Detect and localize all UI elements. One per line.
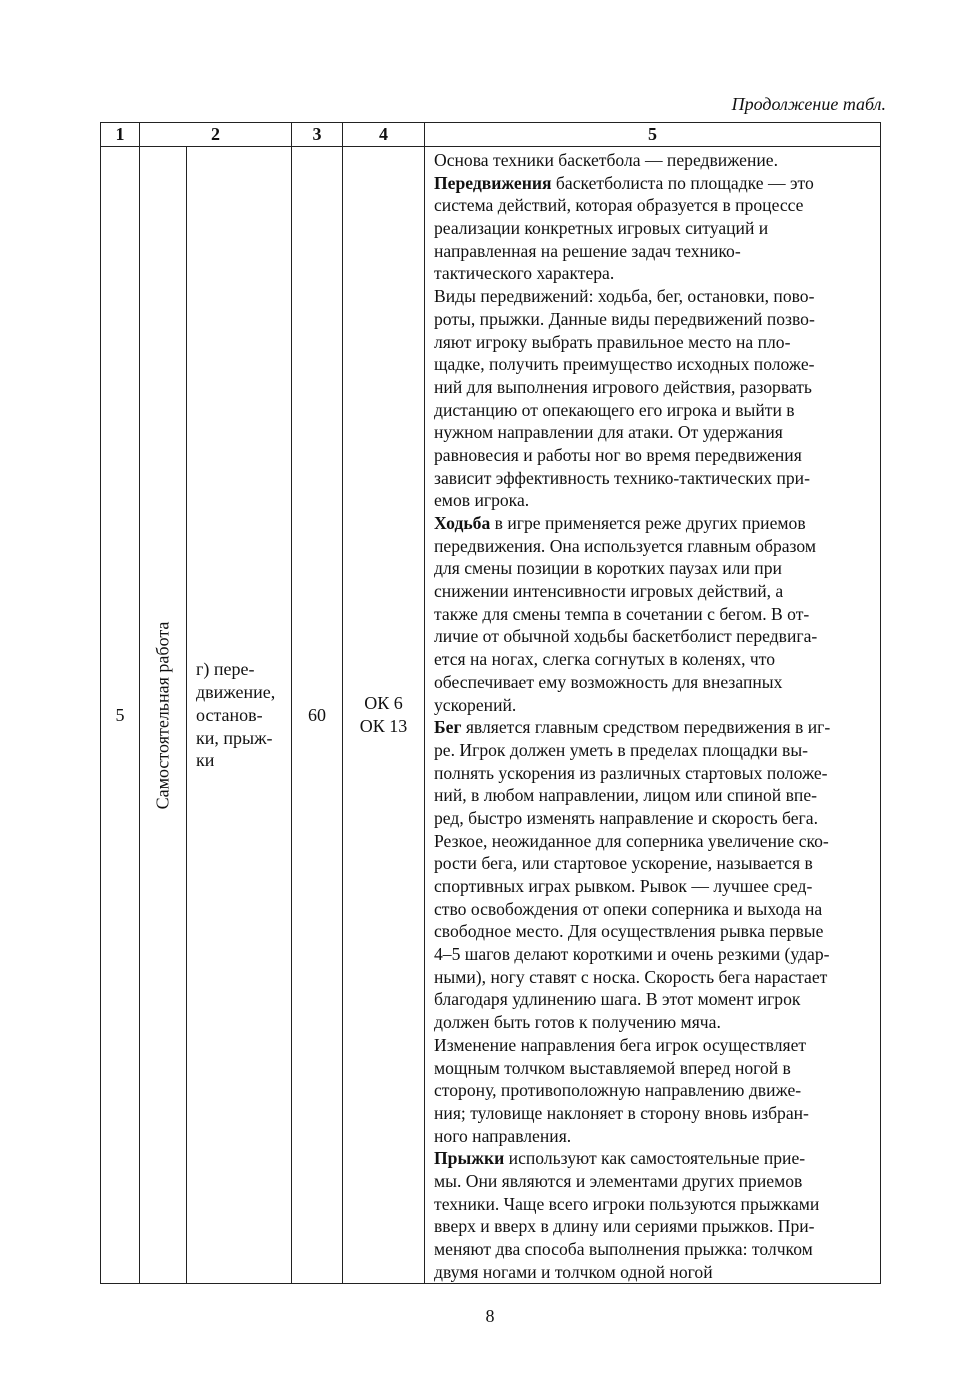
- content-line: [434, 762, 874, 785]
- content-line: [434, 262, 874, 285]
- content-line: [434, 1238, 874, 1261]
- content-text: техники. Чаще всего игроки пользуются прыжками: [434, 1193, 820, 1214]
- content-line: [434, 1170, 874, 1193]
- content-line: [434, 489, 874, 512]
- content-text: тактического характера.: [434, 263, 615, 284]
- content-text: Резкое, неожиданное для соперника увеличение ско-: [434, 830, 829, 851]
- content-text: ными), ногу ставят с носка. Скорость бега нарастает: [434, 966, 828, 987]
- content-line: [434, 353, 874, 376]
- content-line: [434, 1011, 874, 1034]
- content-line: [434, 376, 874, 399]
- topic-line: движение,: [196, 682, 276, 703]
- content-text: свободное место. Для осуществления рывка первые: [434, 921, 824, 942]
- content-line: [434, 1034, 874, 1057]
- table-row: [101, 147, 881, 1284]
- content-line: [434, 557, 874, 580]
- content-text: реализации конкретных игровых ситуаций и: [434, 218, 769, 239]
- content-text: роты, прыжки. Данные виды передвижений позво-: [434, 308, 815, 329]
- content-line: [434, 444, 874, 467]
- topic-cell: [187, 147, 292, 1284]
- competencies-cell: [343, 147, 425, 1284]
- content-line: [434, 308, 874, 331]
- content-text: ство освобождения от опеки соперника и выхода на: [434, 898, 823, 919]
- content-line: [434, 580, 874, 603]
- content-text: Виды передвижений: ходьба, бег, остановки, пово-: [434, 286, 815, 307]
- row-number: 5: [101, 147, 140, 1284]
- content-text: система действий, которая образуется в процессе: [434, 195, 804, 216]
- content-text: полнять ускорения из различных стартовых положе-: [434, 762, 828, 783]
- content-text: Основа техники баскетбола — передвижение.: [434, 150, 778, 170]
- content-line: [434, 898, 874, 921]
- content-line: [434, 671, 874, 694]
- content-line: [434, 172, 874, 195]
- content-text: нужном направлении для атаки. От удержания: [434, 422, 783, 443]
- content-line: [434, 988, 874, 1011]
- content-line: [434, 1102, 874, 1125]
- bold-term: Прыжки: [434, 1148, 505, 1169]
- content-line: [434, 784, 874, 807]
- topic-line: останов-: [196, 704, 263, 725]
- content-text: также для смены темпа в сочетании с бегом. В от-: [434, 603, 810, 624]
- content-text: в игре применяется реже других приемов: [490, 513, 806, 533]
- content-line: [434, 149, 874, 172]
- content-line: [434, 852, 874, 875]
- content-line: [434, 1147, 874, 1170]
- content-text: ний для выполнения игрового действия, разорвать: [434, 376, 812, 397]
- content-line: [434, 1193, 874, 1216]
- content-line: [434, 807, 874, 830]
- content-text: зависит эффективность технико-тактических при-: [434, 467, 810, 488]
- content-text: передвижения. Она используется главным образом: [434, 535, 817, 556]
- hours: 60: [292, 147, 343, 1284]
- content-text: ляют игроку выбрать правильное место на пло-: [434, 331, 791, 352]
- content-line: [434, 1215, 874, 1238]
- content-text: ускорений.: [434, 694, 517, 715]
- header-cell: 3: [292, 123, 343, 147]
- content-line: [434, 512, 874, 535]
- header-cell: 2: [140, 123, 292, 147]
- content-text: дистанцию от опекающего его игрока и выйти в: [434, 399, 795, 420]
- content-line: [434, 1261, 874, 1284]
- content-text: является главным средством передвижения в иг-: [461, 717, 831, 738]
- content-text: ред, быстро изменять направление и скорость бега.: [434, 807, 818, 828]
- content-text: для смены позиции в коротких паузах или при: [434, 558, 782, 579]
- content-line: [434, 920, 874, 943]
- content-line: [434, 421, 874, 444]
- content-text: ре. Игрок должен уметь в пределах площадки вы-: [434, 739, 809, 760]
- topic-line: г) пере-: [196, 659, 255, 680]
- content-text: должен быть готов к получению мяча.: [434, 1012, 721, 1033]
- content-line: [434, 1079, 874, 1102]
- content-line: [434, 467, 874, 490]
- content-text: вверх и вверх в длину или сериями прыжков. При-: [434, 1216, 815, 1237]
- competency: ОК 13: [359, 716, 408, 737]
- content-line: [434, 194, 874, 217]
- content-text: Изменение направления бега игрок осуществляет: [434, 1034, 807, 1055]
- content-text: емов игрока.: [434, 490, 530, 511]
- content-line: [434, 830, 874, 853]
- curriculum-table: [100, 122, 881, 1284]
- content-text: равновесия и работы ног во время передвижения: [434, 444, 802, 465]
- content-line: [434, 648, 874, 671]
- bold-term: Передвижения: [434, 172, 552, 193]
- content-text: мощным толчком выставляемой вперед ногой в: [434, 1057, 791, 1078]
- continuation-label: Продолжение табл.: [731, 94, 886, 114]
- content-line: [434, 603, 874, 626]
- content-text: направленная на решение задач технико-: [434, 240, 741, 261]
- content-text: щадке, получить преимущество исходных положе-: [434, 354, 815, 375]
- content-text: обеспечивает ему возможность для внезапных: [434, 671, 783, 692]
- content-text: снижении интенсивности игровых действий, а: [434, 581, 784, 602]
- content-text: рости бега, или стартовое ускорение, называется в: [434, 853, 813, 874]
- topic-line: ки: [196, 750, 215, 771]
- content-line: [434, 1125, 874, 1148]
- content-text: личие от обычной ходьбы баскетболист передвига-: [434, 626, 818, 647]
- work-type: Самостоятельная работа: [152, 621, 173, 810]
- content-text: сторону, противоположную направлению движе-: [434, 1080, 802, 1101]
- content-text: ния; туловище наклоняет в сторону вновь избран-: [434, 1102, 809, 1123]
- bold-term: Бег: [434, 717, 462, 738]
- content-line: [434, 535, 874, 558]
- content-cell: [425, 147, 881, 1284]
- content-text: спортивных играх рывком. Рывок — лучшее сред-: [434, 876, 813, 896]
- content-text: 4–5 шагов делают короткими и очень резкими (удар-: [434, 944, 830, 965]
- content-text: ного направления.: [434, 1125, 572, 1146]
- content-line: [434, 1057, 874, 1080]
- table-header-row: [101, 123, 881, 147]
- content-text: меняют два способа выполнения прыжка: толчком: [434, 1239, 813, 1259]
- content-line: [434, 625, 874, 648]
- content-line: [434, 217, 874, 240]
- content-text: двумя ногами и толчком одной ногой: [434, 1261, 713, 1282]
- content-line: [434, 285, 874, 308]
- content-text: мы. Они являются и элементами других приемов: [434, 1170, 803, 1191]
- content-text: ется на ногах, слегка согнутых в коленях, что: [434, 649, 776, 670]
- content-line: [434, 716, 874, 739]
- header-cell: 4: [343, 123, 425, 147]
- competency: ОК 6: [364, 693, 403, 714]
- content-text: используют как самостоятельные прие-: [504, 1148, 806, 1169]
- header-cell: 1: [101, 123, 140, 147]
- work-type-cell: [140, 147, 187, 1284]
- topic-line: ки, прыж-: [196, 727, 273, 748]
- content-text: ний, в любом направлении, лицом или спиной впе-: [434, 785, 818, 806]
- content-line: [434, 966, 874, 989]
- content-line: [434, 875, 874, 898]
- content-text: благодаря удлинению шага. В этот момент игрок: [434, 989, 801, 1010]
- bold-term: Ходьба: [434, 513, 491, 533]
- content-line: [434, 739, 874, 762]
- content-line: [434, 694, 874, 717]
- content-line: [434, 331, 874, 354]
- content-line: [434, 399, 874, 422]
- content-line: [434, 943, 874, 966]
- content-text: баскетболиста по площадке — это: [551, 172, 814, 193]
- header-cell: 5: [425, 123, 881, 147]
- content-line: [434, 240, 874, 263]
- page-number: 8: [485, 1306, 495, 1326]
